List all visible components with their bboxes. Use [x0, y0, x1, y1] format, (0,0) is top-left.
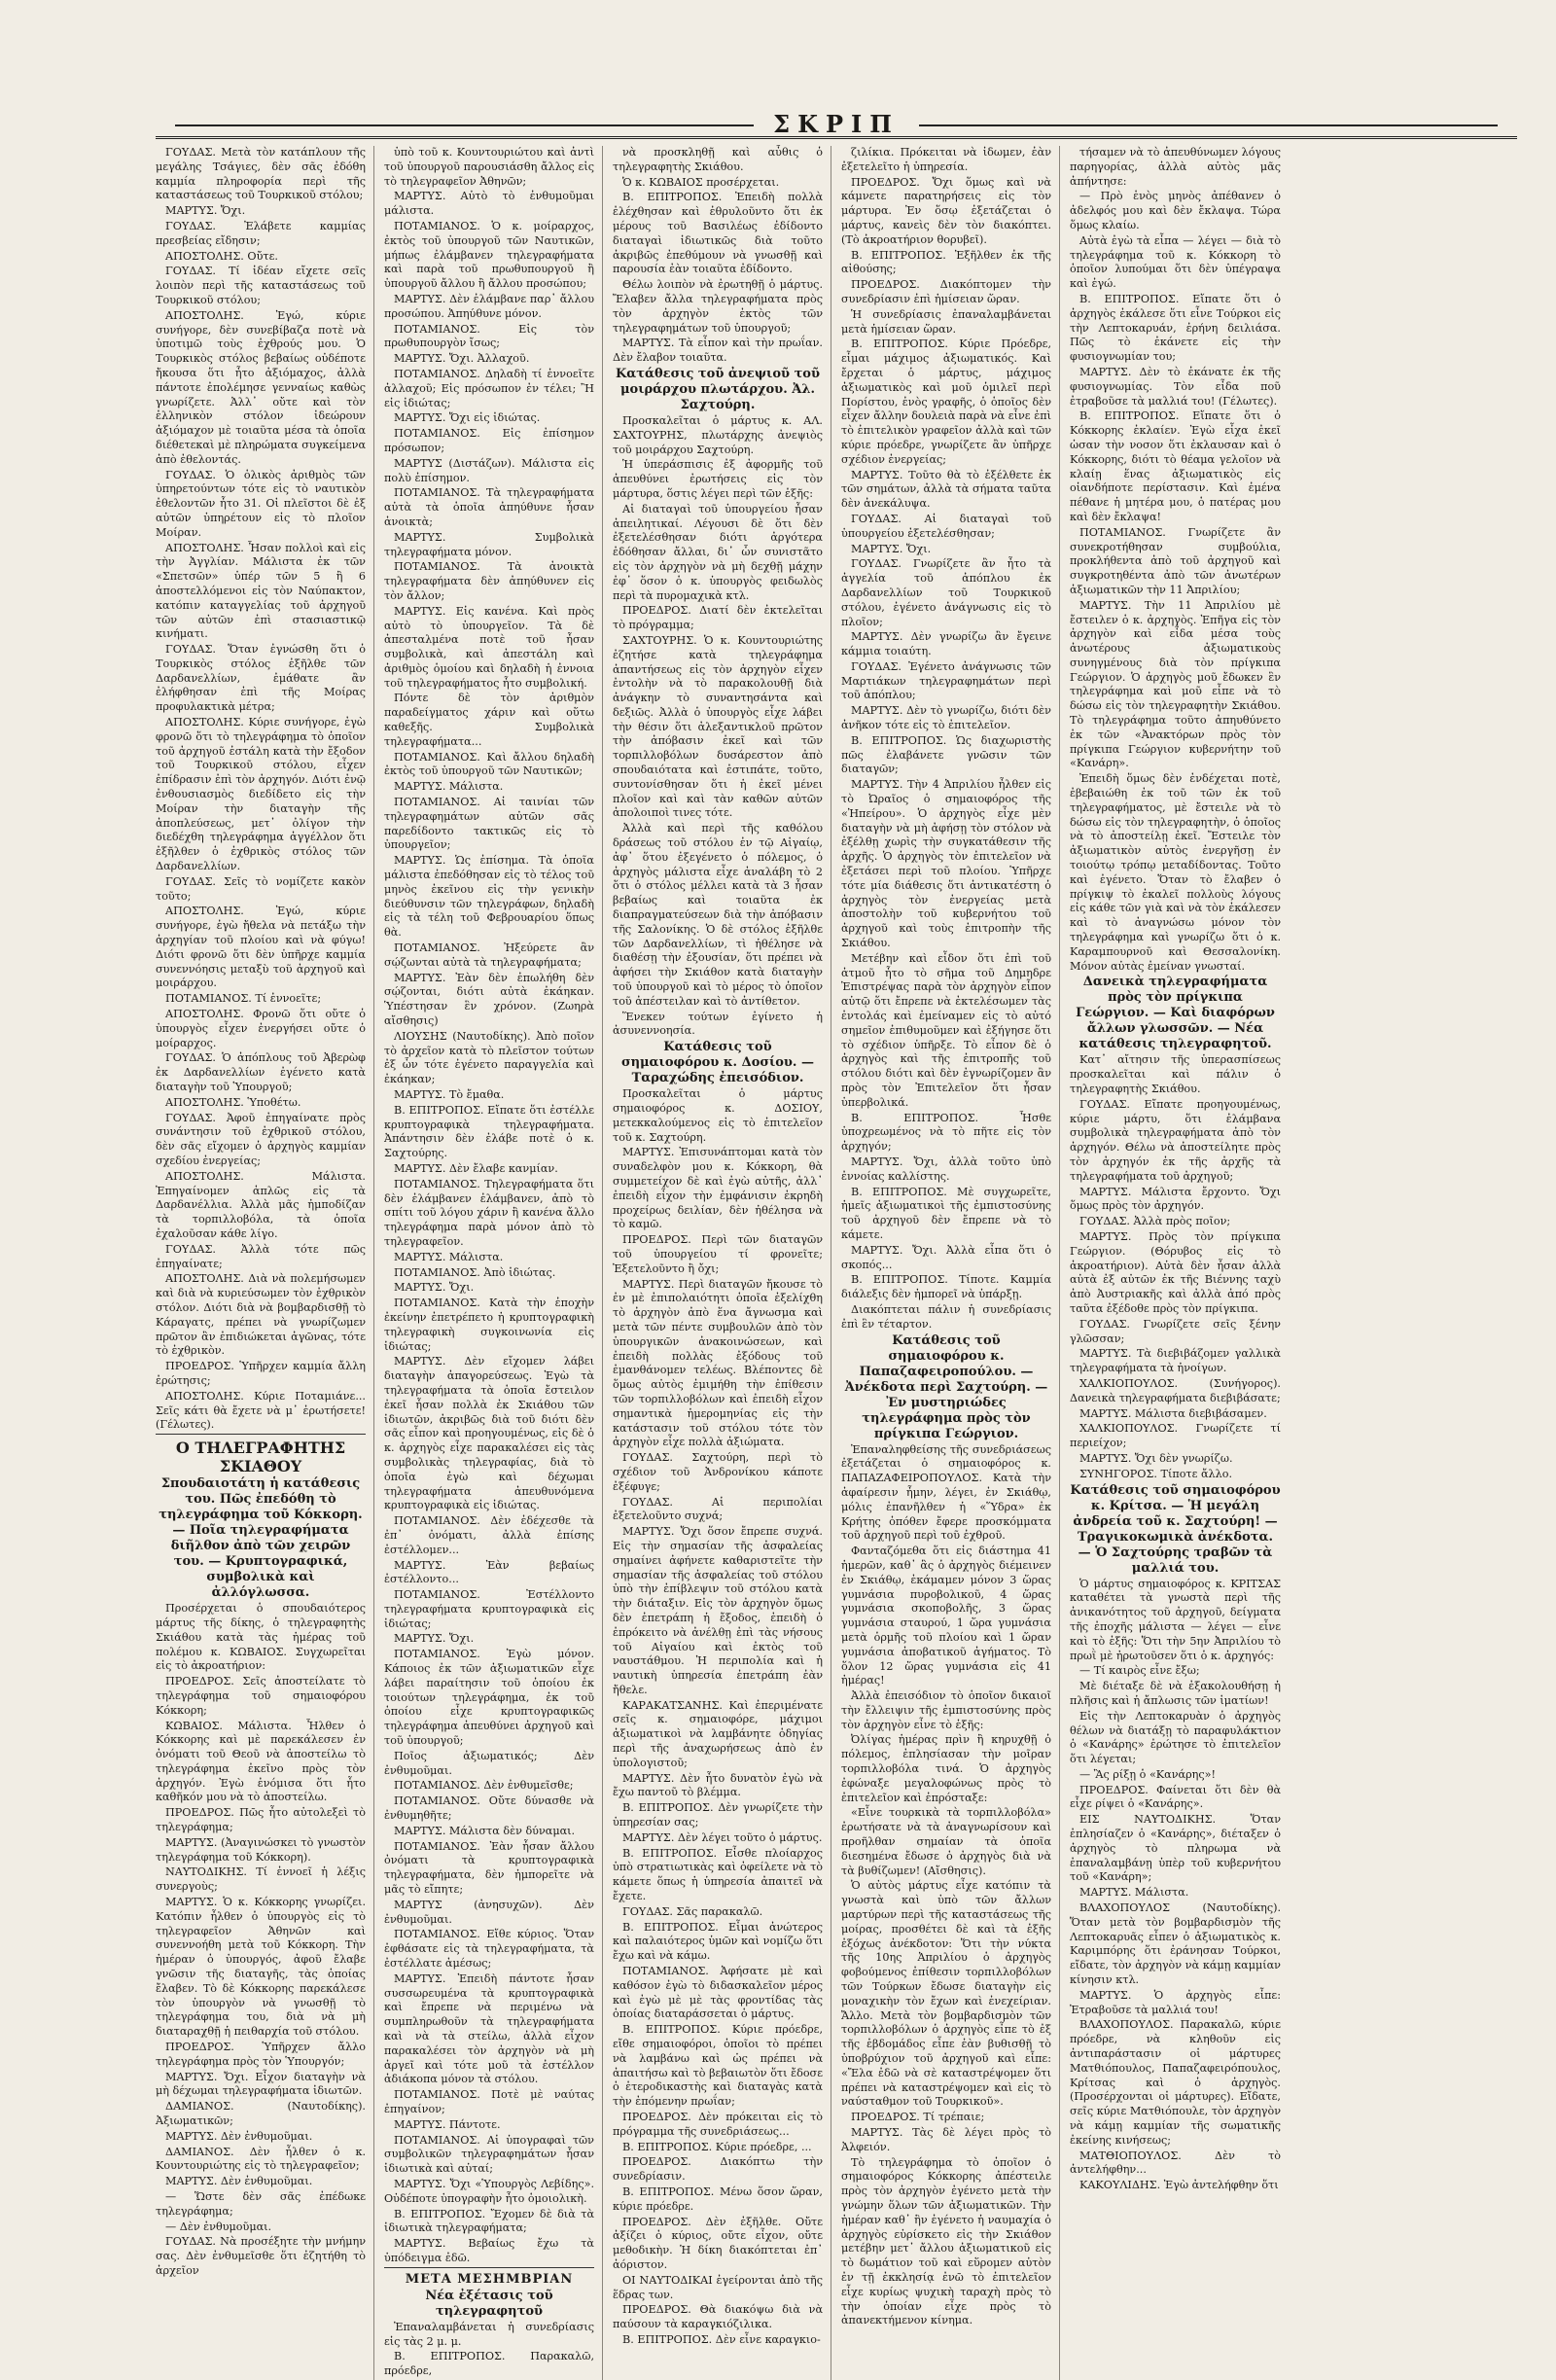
- col5c-paragraph: Εἰς τὴν Λεπτοκαρυὰν ὁ ἀρχηγὸς θέλων νὰ διατάξῃ τὸ παραφυλάκτιον ὁ «Κανάρης» ἐρώτησε τὸ ἐπιτελεῖον ὅτι λέγεται;: [1070, 1709, 1281, 1766]
- col3b-paragraph: Ἀλλὰ καὶ περὶ τῆς καθόλου δράσεως τοῦ στόλου ἐν τῷ Αἰγαίῳ, ἀφ᾽ ὅτου ἐξεγένετο ὁ πόλεμος, ὁ ἀρχηγὸς μάλιστα εἶχε ἀναλάβη τὸ 2 ὅτι ὁ στόλος μέλλει κατὰ τὰ 3 ἦσαν βεβαίως καὶ τοιαῦτα ἐκ διαπραγματεύσεων διὰ τὴν ἀπόβασιν τῆς Σαλονίκης. Ὁ δὲ στόλος ἐξῆλθε τῶν Δαρδανελλίων, τὶ ἠθέλησε νὰ διαθέσῃ τὴν ἐξουσίαν, ὅτι πρέπει νὰ ἀφήσει τὴν Σκιάθον κατὰ διαταγὴν τοῦ ὑπουργοῦ καὶ τὸ μέρος τὸ ὁποῖον τοῦ ἀπέστειλαν καὶ τὸ ἀντίθετον.: [613, 822, 823, 1008]
- section-heading-telegraphist: Ο ΤΗΛΕΓΡΑΦΗΤΗΣ ΣΚΙΑΘΟΥ: [156, 1434, 366, 1475]
- col2b-paragraph: Ἐπαναλαμβάνεται ἡ συνεδρίασις εἰς τὰς 2 μ. μ.: [384, 2320, 594, 2348]
- col2-paragraph: ΠΟΤΑΜΙΑΝΟΣ. Δηλαδὴ τί ἐννοεῖτε ἀλλαχοῦ; Εἰς πρόσωπον ἐν τέλει; Ἢ εἰς ἰδιώτας;: [384, 367, 594, 409]
- col5-paragraph: Β. ΕΠΙΤΡΟΠΟΣ. Εἴπατε ὅτι ὁ ἀρχηγὸς ἐκάλεσε ὅτι εἶνε Τούρκοι εἰς τὴν Λεπτοκαρυάν, ἐρήνη δειλιάσα. Πῶς τὸ ἐκάνετε εἰς τὴν φυσιογνωμίαν του;: [1070, 292, 1281, 364]
- col2-paragraph: ΜΑΡΤΥΣ. Μάλιστα.: [394, 1250, 504, 1263]
- col3b-paragraph: Ἕνεκεν τούτων ἐγίνετο ἡ ἀσυνεννοησία.: [613, 1010, 823, 1038]
- col3b-paragraph: Ἡ ὑπεράσπισις ἐξ ἀφορμῆς τοῦ ἀπευθύνει ἐρωτήσεις εἰς τὸν μάρτυρα, ὅστις λέγει περὶ τῶν ἑξῆς:: [613, 458, 823, 500]
- col5c-paragraph: ΕΙΣ ΝΑΥΤΟΔΙΚΗΣ. Ὅταν ἐπλησίαζεν ὁ «Κανάρης», διέταξεν ὁ ἀρχηγὸς τὸ πληρωμα νὰ ἐπαναλαμβάνῃ ὑπὲρ τοῦ κυβερνήτου τοῦ «Κανάρη»;: [1070, 1813, 1281, 1884]
- col5-paragraph: ΜΑΡΤΥΣ. Τὴν 11 Ἀπριλίου μὲ ἔστειλεν ὁ κ. ἀρχηγὸς. Ἐπῆγα εἰς τὸν ἀρχηγὸν καὶ εἶδα μέσα τοὺς ἀνωτέρους ἀξιωματικοὺς συνηγμένους διὰ τὸν πρίγκιπα Γεώργιον. Ὁ ἀρχηγὸς μοῦ ἔδωκεν ἓν τηλεγράφημα καὶ μοῦ εἶπε νὰ τὸ δώσω εἰς τὸν τηλεγραφητὴν Σκιάθου. Τὸ τηλεγράφημα τοῦτο ἀπηυθύνετο ἐκ τῶν «Ἀνακτόρων πρὸς τὸν πρίγκιπα Γεώργιον κυβερνήτην τοῦ «Κανάρη».: [1070, 598, 1281, 770]
- col4-paragraph: ΜΑΡΤΥΣ. Ὄχι. Ἀλλὰ εἶπα ὅτι ὁ σκοπός...: [841, 1243, 1051, 1271]
- column-5-part-b: [1070, 1053, 1281, 1481]
- col2-paragraph: ΠΟΤΑΜΙΑΝΟΣ. Αἱ ὑπογραφαὶ τῶν συμβολικῶν τηλεγραφημάτων ἦσαν ἰδιωτικὰ καὶ αὐταί;: [384, 2133, 594, 2176]
- col3b-paragraph: Προσκαλεῖται ὁ μάρτυς κ. ΑΛ. ΣΑΧΤΟΥΡΗΣ, πλωτάρχης ἀνεψιὸς τοῦ μοιράρχου Σαχτούρη.: [613, 413, 823, 456]
- col4b-paragraph: Φανταζόμεθα ὅτι εἰς διάστημα 41 ἡμερῶν, καθ᾽ ἃς ὁ ἀρχηγὸς διέμεινεν ἐν Σκιάθῳ, ἐκάμαμεν μόνον 3 ὥρας γυμνάσια πυροβολικοῦ, 4 ὥρας γυμνάσια σκοποβολῆς, 3 ὥρας γυμνάσια σταυρού, 1 ὥρα γυμνάσια μετὰ ὁρμῆς τοῦ πλοίου καὶ 1 ὥραν γυμνάσια ἀποβατικοῦ ἀγήματος. Τὸ ὅλον 12 ὥρας γυμνάσια εἰς 41 ἡμέρας!: [841, 1545, 1051, 1687]
- col5c-paragraph: ΜΑΤΘΙΟΠΟΥΛΟΣ. Δὲν τὸ ἀντελήφθην...: [1070, 2149, 1281, 2177]
- col1-paragraph: ΑΠΟΣΤΟΛΗΣ. Διὰ νὰ πολεμήσωμεν καὶ διὰ νὰ κυριεύσωμεν τὸν ἐχθρικὸν στόλον. Διότι διὰ νὰ βομβαρδισθῇ τὸ Κάραγατς, πρέπει νὰ γνωρίζωμεν πρῶτον ἂν ἐπιδιώκεται ἀγῶνας, τότε τὸ ἐχθρικὸν.: [156, 1272, 366, 1358]
- column-1: [156, 146, 374, 2380]
- col2-paragraph: ΜΑΡΤΥΣ. Ὄχι. Ἀλλαχοῦ.: [394, 352, 530, 366]
- col5-paragraph: Β. ΕΠΙΤΡΟΠΟΣ. Εἴπατε ὅτι ὁ Κόκκορης ἐκλαίεν. Ἐγὼ εἶχα ἐκεῖ ὡσαν τὴν νοσον ὅτι ἐκλαυσαν καὶ ὁ Κόκκορης, διότι τὸ θέαμα γελοῖον νὰ κλαίῃ ἕνας ἀξιωματικὸς εἰς οἱανδήποτε περίστασιν. Καὶ ἐμένα πέθανε ἡ μητέρα μου, ὁ πατέρας μου καὶ δὲν ἔκλαψα!: [1070, 409, 1281, 523]
- col3c-paragraph: ΜΑΡΤΥΣ. Ἐπισυνάπτομαι κατὰ τὸν συναδελφὸν μου κ. Κόκκορη, θὰ συμμετείχον δὲ καὶ ἐγὼ αὐτῆς, ἀλλ᾽ ἐπειδὴ εἶχον τὴν ἐμφάνισιν ἐκρηδὴ προχείρως δειλίαν, δὲν ἠθέλησα νὰ τὸ καμῶ.: [613, 1146, 823, 1231]
- col5b-paragraph: ΜΑΡΤΥΣ. Τὰ διεβιβάζομεν γαλλικὰ τηλεγραφήματα τὰ ἠνοίγων.: [1070, 1347, 1281, 1375]
- col3c-paragraph: ΠΟΤΑΜΙΑΝΟΣ. Ἀφήσατε μὲ καὶ καθόσον ἐγὼ τὸ διδασκαλεῖον μέρος καὶ ἐγὼ μὲ μὲ τὰς φροντίδας τὰς ὁποίας διαταράσσεται ὁ μάρτυς.: [613, 1965, 823, 2021]
- columns: [156, 146, 1517, 2378]
- col2-paragraph: ΠΟΤΑΜΙΑΝΟΣ. Ἐστέλλοντο τηλεγραφήματα κρυπτογραφικὰ εἰς ἰδιώτας;: [384, 1588, 594, 1630]
- col1-paragraph: ΓΟΥΔΑΣ. Μετὰ τὸν κατάπλουν τῆς μεγάλης Τσάγιες, δὲν σᾶς ἐδόθη καμμία πληροφορία περὶ τῆς καταστάσεως τοῦ Τουρκικοῦ στόλου;: [156, 146, 366, 202]
- col5b-paragraph: ΓΟΥΔΑΣ. Εἴπατε προηγουμένως, κύριε μάρτυ, ὅτι ἐλάμβανα συμβολικὰ τηλεγραφήματα ἀπὸ τὸν ἀρχηγόν. Θέλω νὰ ἀποστείλητε πρὸς τὸν ἀρχηγόν ἐκ τῆς ἀρχῆς τὰ τηλεγραφήματα τοῦ ἀρχηγοῦ;: [1070, 1097, 1281, 1183]
- column-5-part-c: [1070, 1578, 1281, 2193]
- column-3-part-b: [613, 414, 823, 1039]
- col3c-paragraph: ΜΑΡΤΥΣ. Δὲν λέγει τοῦτο ὁ μάρτυς.: [622, 1830, 823, 1844]
- column-4: [841, 146, 1060, 2380]
- col5c-paragraph: ΒΛΑΧΟΠΟΥΛΟΣ (Ναυτοδίκης). Ὅταν μετὰ τὸν βομβαρδισμὸν τῆς Λεπτοκαρυᾶς εἶπεν ὁ ἀξιωματικὸς κ. Καριμπόρης ὅτι ἐράνησαν Τούρκοι, εἴδατε, τὸν ἀρχηγὸν νὰ κάμῃ καμμίαν κίνησιν κτλ.: [1070, 1901, 1281, 1987]
- col3c-paragraph: Β. ΕΠΙΤΡΟΠΟΣ. Κύριε πρόεδρε, ...: [622, 2140, 812, 2153]
- section-subheading-afternoon: Νέα ἐξέτασις τοῦ τηλεγραφητοῦ: [425, 2288, 553, 2319]
- col2-paragraph: ΠΟΤΑΜΙΑΝΟΣ. Ποτὲ μὲ ναύτας ἐπηγαίνον;: [384, 2088, 594, 2115]
- section-heading-sachtouris-nephew: Κατάθεσις τοῦ ἀνεψιοῦ τοῦ μοιράρχου πλωτάρχου. Ἀλ. Σαχτούρη.: [615, 366, 821, 412]
- col3c-paragraph: ΠΡΟΕΔΡΟΣ. Περὶ τῶν διαταγῶν τοῦ ὑπουργείου τί φρονεῖτε; Ἐξετελοῦντο ἢ ὄχι;: [613, 1233, 823, 1275]
- col1-paragraph: ΓΟΥΔΑΣ. Ὁ ἀπόπλους τοῦ Ἀβερὼφ ἐκ Δαρδανελλίων ἐγένετο κατὰ διαταγὴν τοῦ Ὑπουργοῦ;: [156, 1051, 366, 1093]
- col2-paragraph: Β. ΕΠΙΤΡΟΠΟΣ. Ἔχομεν δὲ διὰ τὰ ἰδιωτικὰ τηλεγραφήματα;: [384, 2207, 594, 2235]
- col3c-paragraph: ΜΑΡΤΥΣ. Δὲν ἦτο δυνατὸν ἐγὼ νὰ ἔχω παντοῦ τὸ βλέμμα.: [613, 1771, 823, 1799]
- col1-paragraph: ΓΟΥΔΑΣ. Ὅταν ἐγνώσθη ὅτι ὁ Τουρκικὸς στόλος ἐξῆλθε τῶν Δαρδανελλίων, ἐμάθατε ἂν ἐλήφθησαν ἐπὶ τῆς Μοίρας προφυλακτικὰ μέτρα;: [156, 643, 366, 714]
- col2-paragraph: ΠΟΤΑΜΙΑΝΟΣ. Ἐγὼ μόνον. Κάποιος ἐκ τῶν ἀξιωματικῶν εἶχε λάβει παραίτησιν τοῦ ὁποίου ἐκ τοιούτων τηλεγράφημα, ἐκ τοῦ ὁποίου εἶχε κρυπτογραφικῶς τηλεγράφημα ἀπευθύνει ἀρχηγοῦ καὶ τοῦ ὑπουργοῦ;: [384, 1648, 594, 1748]
- column-3-part-c: [613, 1087, 823, 2348]
- col1b-paragraph: ΚΩΒΑΙΟΣ. Μάλιστα. Ἦλθεν ὁ Κόκκορης καὶ μὲ παρεκάλεσεν ἐν ὀνόματι τοῦ Θεοῦ νὰ ἀποστείλω τὸ τηλεγράφημα ἐκεῖνο πρὸς τὸν ἀρχηγόν. Ἐγὼ ἐνόμισα ὅτι ἦτο καθῆκόν μου νὰ τὸ ἀποστείλω.: [156, 1719, 366, 1804]
- col4-paragraph: ΠΡΟΕΔΡΟΣ. Ὄχι ὅμως καὶ νὰ κάμνετε παρατηρήσεις εἰς τὸν μάρτυρα. Ἐν ὅσῳ ἐξετάζεται ὁ μάρτυς, κανεὶς δὲν τὸν διακόπτει. (Τὸ ἀκροατήριον θορυβεῖ).: [841, 175, 1051, 246]
- col4b-paragraph: Ὀλίγας ἡμέρας πρὶν ἢ κηρυχθῇ ὁ πόλεμος, ἐπλησίασαν τὴν μοῖραν τορπιλλοβόλα τινά. Ὁ ἀρχηγὸς ἐφώναξε μεγαλοφώνως πρὸς τὸ ἐπιτελεῖον καὶ ἐπρόσταξε:: [841, 1733, 1051, 1804]
- column-4-part-a: [841, 146, 1051, 1332]
- col5-paragraph: Ἐπειδὴ ὅμως δὲν ἐνδέχεται ποτὲ, ἐβεβαιώθη ἐκ τοῦ τῶν ἐκ τοῦ τηλεγραφήματος, μὲ ἔστειλε νὰ τὸ δώσω εἰς τὸν τηλεγραφητὴν, ὁ ὁποῖος νὰ τὸ ἀποστείλῃ ἐκεῖ. Ἔστειλε τὸν ἀξιωματικὸν αὐτὸς ἐνεργῆσῃ ἐν τοιούτῳ τρόπῳ μεταδίδοντας. Τοῦτο καὶ ἐγένετο. Ὅταν τὸ ἔλαβεν ὁ πρίγκιψ τὸ ἐκαλεῖ πολλοὺς λόγους εἰς κάθε τῶν γιὰ καὶ νὰ τὸν ἐκάλεσεν καὶ τὸ ἀναγνώσω μόνον τὸν τηλεγράφημα καὶ γνωρίζω ὅτι ὁ κ. Καραμπουρνοῦ καὶ Θεσσαλονίκη. Μόνον αὐτὰς ἐμείναν γνωσταί.: [1070, 772, 1281, 973]
- section-subheading-telegraphist: Σπουδαιοτάτη ἡ κατάθεσις του. Πῶς ἐπεδόθη τὸ τηλεγράφημα τοῦ Κόκκορη. — Ποῖα τηλεγραφήματα διῆλθον ἀπὸ τῶν χειρῶν του. — Κρυπτογραφικά, συμβολικὰ καὶ ἀλλόγλωσσα.: [159, 1476, 363, 1601]
- col4-paragraph: ζιλίκια. Πρόκειται νὰ ἰδωμεν, ἐὰν ἐξετελεῖτο ἡ ὑπηρεσία.: [841, 146, 1051, 173]
- col1b-paragraph: ΜΑΡΤΥΣ. Ὄχι. Εἶχον διαταγὴν νὰ μὴ δέχωμαι τηλεγραφήματα ἰδιωτῶν.: [156, 2070, 366, 2098]
- col2-paragraph: ΠΟΤΑΜΙΑΝΟΣ. Ἀπὸ ἰδιώτας.: [394, 1265, 556, 1279]
- col1-paragraph: ΓΟΥΔΑΣ. Σεῖς τὸ νομίζετε κακὸν τοῦτο;: [156, 874, 366, 903]
- col3-paragraph: Β. ΕΠΙΤΡΟΠΟΣ. Ἐπειδὴ πολλὰ ἐλέχθησαν καὶ ἐθρυλοῦντο ὅτι ἐκ μέρους τοῦ Βασιλέως ἐδίδοντο διαταγαὶ ἰδιωτικῶς διὰ τοῦτο ἀκριβῶς ἐπεθύμουν νὰ γνωσθῇ καὶ παρουσία ἐὰν τοιαῦτα ἐδίδοντο.: [613, 191, 823, 276]
- column-5-part-a: [1070, 146, 1281, 974]
- col4b-paragraph: «Εἶνε τουρκικὰ τὰ τορπιλλοβόλα» ἐρωτήσατε νὰ τὰ ἀναγνωρίσουν καὶ προῆλθαν σημαίαν τὰ ὁποῖα διεσημένα ἔδωσε ὁ ἀρχηγὸς διὰ νὰ τὰ βυθίζωμεν! (Αἴσθησις).: [841, 1806, 1051, 1877]
- col3c-paragraph: Β. ΕΠΙΤΡΟΠΟΣ. Εἶμαι ἀνώτερος καὶ παλαιότερος ὑμῶν καὶ νομίζω ὅτι ἔχω καὶ νὰ κάμω.: [613, 1920, 823, 1963]
- col2-paragraph: ΠΟΤΑΜΙΑΝΟΣ. Αἱ ταινίαι τῶν τηλεγραφημάτων αὐτῶν σᾶς παρεδίδοντο τακτικῶς εἰς τὸ ὑπουργεῖον;: [384, 796, 594, 852]
- col2-paragraph: ΜΑΡΤΥΣ. Δὲν εἴχομεν λάβει διαταγὴν ἀπαγορεύσεως. Ἐγὼ τὰ τηλεγραφήματα τὰ ὁποῖα ἔστειλον ἐκεῖ ἦσαν πολλὰ ἐκ Σκιάθου τῶν ἰδιωτῶν, ἀκριβῶς διὰ τοῦ διότι δὲν σᾶς εἶπον καὶ προηγουμένως, εἰς δὲ ὁ κ. ἀρχηγὸς εἶχε παρακαλέσει εἰς τὰς συμβολικὰς τηλεγραφίας, διὰ τὸ ὁποῖα ἐγὼ καὶ δέχωμαι τηλεγραφήματα ἀπευθυνόμενα κρυπτογραφικὰ εἰς ἰδιώτας.: [384, 1355, 594, 1512]
- col1-paragraph: ΑΠΟΣΤΟΛΗΣ. Οὔτε.: [165, 249, 278, 263]
- col2-paragraph: ΠΟΤΑΜΙΑΝΟΣ. Δὲν ἐδέχεσθε τὰ ἐπ᾽ ὀνόματι, ἀλλὰ ἐπίσης ἐστέλλομεν...: [384, 1514, 594, 1556]
- col2-paragraph: Πόντε δὲ τὸν ἀριθμὸν παραδείγματος χάριν καὶ οὕτω καθεξῆς. Συμβολικὰ τηλεγραφήματα...: [384, 692, 594, 748]
- col1b-paragraph: — Ὥστε δὲν σᾶς ἐπέδωκε τηλεγράφημα;: [156, 2190, 366, 2218]
- col5c-paragraph: — Ἂς ρίξῃ ὁ «Κανάρης»!: [1079, 1767, 1216, 1781]
- col5b-paragraph: ΓΟΥΔΑΣ. Γνωρίζετε σεῖς ξένην γλῶσσαν;: [1070, 1317, 1281, 1345]
- col1b-paragraph: ΜΑΡΤΥΣ. (Ἀναγινώσκει τὸ γνωστὸν τηλεγράφημα τοῦ Κόκκορη).: [156, 1835, 366, 1864]
- col1-paragraph: ΑΠΟΣΤΟΛΗΣ. Ἐγώ, κύριε συνήγορε, ἐγὼ ἤθελα νὰ πετάξω τὴν ἀρχηγίαν τοῦ πλοίου καὶ νὰ φύγω! Διότι φρονῶ ὅτι δὲν ὑπῆρχε καμμία συνεννόησις μεταξὺ τοῦ ἀρχηγοῦ καὶ μοιράρχου.: [156, 905, 366, 990]
- col3c-paragraph: Β. ΕΠΙΤΡΟΠΟΣ. Εἶσθε πλοίαρχος ὑπὸ στρατιωτικὰς καὶ ὀφείλετε νὰ τὸ κάμετε ὅπως ἡ ὑπηρεσία ἀπαιτεῖ νὰ ἔχετε.: [613, 1846, 823, 1903]
- col2-paragraph: Β. ΕΠΙΤΡΟΠΟΣ. Εἴπατε ὅτι ἐστέλλε κρυπτογραφικὰ τηλεγραφήματα. Ἀπάντησιν δὲν ἐλάβε ποτὲ ὁ κ. Σαχτούρης.: [384, 1103, 594, 1160]
- col5c-paragraph: ΚΑΚΟΥΛΙΔΗΣ. Ἐγὼ ἀντελήφθην ὅτι: [1079, 2179, 1279, 2192]
- col4-paragraph: ΠΡΟΕΔΡΟΣ. Διακόπτομεν τὴν συνεδρίασιν ἐπὶ ἡμίσειαν ὥραν.: [841, 278, 1051, 305]
- col2-paragraph: Ποῖος ἀξιωματικός; Δὲν ἐνθυμοῦμαι.: [384, 1749, 594, 1777]
- col3c-paragraph: Β. ΕΠΙΤΡΟΠΟΣ. Μένω ὅσον ὥραν, κύριε πρόεδρε.: [613, 2185, 823, 2213]
- col1-paragraph: ΑΠΟΣΤΟΛΗΣ. Κύριε Ποταμιάνε... Σεῖς κάτι θὰ ἔχετε νὰ μ᾽ ἐρωτήσετε! (Γέλωτες).: [156, 1389, 366, 1432]
- col5b-paragraph: ΜΑΡΤΥΣ. Μάλιστα διεβιβάσαμεν.: [1079, 1406, 1267, 1420]
- col1-paragraph: ΓΟΥΔΑΣ. Ἀλλὰ τότε πῶς ἐπηγαίνατε;: [156, 1242, 366, 1270]
- col4-paragraph: Β. ΕΠΙΤΡΟΠΟΣ. Τίποτε. Καμμία διάλεξις δὲν ἠμπορεῖ νὰ ὑπάρξῃ.: [841, 1273, 1051, 1301]
- col2-paragraph: ΜΑΡΤΥΣ. Ὄχι.: [394, 1632, 475, 1646]
- col4-paragraph: Ἡ συνεδρίασις ἐπαναλαμβάνεται μετὰ ἡμίσειαν ὥραν.: [841, 307, 1051, 336]
- col4-paragraph: Β. ΕΠΙΤΡΟΠΟΣ. Μὲ συγχωρεῖτε, ἡμεῖς ἀξιωματικοὶ τῆς ἐμπιστοσύνης τοῦ ἀρχηγοῦ δὲν ἔπρεπε νὰ τὸ κάμετε.: [841, 1185, 1051, 1241]
- col2-paragraph: ΜΑΡΤΥΣ. Βεβαίως ἔχω τὰ ὑπόδειγμα ἐδῶ.: [384, 2237, 594, 2264]
- col3-paragraph: Ὁ κ. ΚΩΒΑΙΟΣ προσέρχεται.: [622, 175, 780, 189]
- col3-paragraph: ΜΑΡΤΥΣ. Τὰ εἶπον καὶ τὴν πρωΐαν. Δὲν ἔλαβον τοιαῦτα.: [613, 337, 823, 365]
- masthead: [156, 97, 1517, 139]
- column-2-part-a: [384, 146, 594, 2266]
- column-1-part-a: [156, 146, 366, 1433]
- col2-paragraph: ΠΟΤΑΜΙΑΝΟΣ. Ἠξεύρετε ἂν σῴζωνται αὐτὰ τὰ τηλεγραφήματα;: [384, 941, 594, 969]
- column-2: [384, 146, 603, 2380]
- col2-paragraph: ὑπὸ τοῦ κ. Κουντουριώτου καὶ ἀντὶ τοῦ ὑπουργοῦ παρουσιάσθη ἄλλος εἰς τὸ τηλεγραφεῖον Ἀθηνῶν;: [384, 146, 594, 188]
- column-4-part-b: [841, 1443, 1051, 2329]
- col3c-paragraph: ΜΑΡΤΥΣ. Ὄχι ὅσον ἔπρεπε συχνά. Εἰς τὴν σημασίαν τῆς ἀσφαλείας σημαίνει ἀφήνετε καθαριστεῖτε τὴν σημασίαν τῆς ἀσφαλείας τοῦ στόλου ὑπὸ τὴν ἐπίβλεψιν τοῦ στόλου κατὰ τὴν διάταξιν. Εἰς τὸν ἀρχηγὸν ὅμως δὲν ἐπετράπη ἡ ἔξοδος, ἐπειδὴ ὁ ἐπρόκειτο νὰ ἀνέλθῃ ἐπὶ τὰς νήσους τοῦ Αἰγαίου καὶ ἐκτὸς τοῦ ναυστάθμου. Ἡ περιπολία καὶ ἡ ναυτικὴ ὑπηρεσία ἐπετράπη ἐὰν ἤθελε.: [613, 1525, 823, 1696]
- col1-paragraph: ΓΟΥΔΑΣ. Τί ἰδέαν εἴχετε σεῖς λοιπὸν περὶ τῆς καταστάσεως τοῦ Τουρκικοῦ στόλου;: [156, 265, 366, 306]
- col4-paragraph: ΜΑΡΤΥΣ. Δὲν τὸ γνωρίζω, διότι δὲν ἀνῆκον τότε εἰς τὸ ἐπιτελεῖον.: [841, 704, 1051, 732]
- col2-paragraph: ΠΟΤΑΜΙΑΝΟΣ. Εἰς ἐπίσημον πρόσωπον;: [384, 427, 594, 454]
- col5c-paragraph: ΠΡΟΕΔΡΟΣ. Φαίνεται ὅτι δὲν θὰ εἶχε ρίψει ὁ «Κανάρης».: [1070, 1783, 1281, 1811]
- col3c-paragraph: ΠΡΟΕΔΡΟΣ. Δὲν πρόκειται εἰς τὸ πρόγραμμα τῆς συνεδριάσεως...: [613, 2111, 823, 2138]
- col4-paragraph: ΜΑΡΤΥΣ. Ὄχι.: [851, 542, 932, 555]
- col4-paragraph: ΜΑΡΤΥΣ. Τοῦτο θὰ τὸ ἐξέλθετε ἐκ τῶν σημάτων, ἀλλὰ τὰ σήματα ταῦτα δὲν ἀνεκάλυψα.: [841, 468, 1051, 511]
- col3b-paragraph: Αἱ διαταγαὶ τοῦ ὑπουργείου ἦσαν ἀπειλητικαί. Λέγουσι δὲ ὅτι δὲν ἐξετελέσθησαν διότι ἀργότερα ἐδόθησαν ἄλλαι, δι᾽ ὧν συνιστᾶτο εἰς τὸν ἀρχηγὸν νὰ μὴ δεχθῇ μάχην ἐφ᾽ ὅσον ὁ κ. ὑπουργὸς φειδωλὸς περὶ τὰ πυρομαχικὰ κτλ.: [613, 502, 823, 602]
- col3c-paragraph: ΟΙ ΝΑΥΤΟΔΙΚΑΙ ἐγείρονται ἀπὸ τῆς ἕδρας των.: [613, 2273, 823, 2301]
- col2b-paragraph: Β. ΕΠΙΤΡΟΠΟΣ. Παρακαλῶ, πρόεδρε,: [384, 2350, 594, 2378]
- col4b-paragraph: Ἐπαναληφθείσης τῆς συνεδριάσεως ἐξετάζεται ὁ σημαιοφόρος κ. ΠΑΠΑΖΑΦΕΙΡΟΠΟΥΛΟΣ. Κατὰ τὴν ἀφαίρεσιν ἦμην, λέγει, ἐν Σκιάθῳ, μόλις ἐπανῆλθεν ἡ «Ὕδρα» ἐκ Κρήτης ὁπόθεν ἔφερε προσκόμματα τοῦ ἀρχηγοῦ περὶ τοῦ ἐχθροῦ.: [841, 1442, 1051, 1543]
- col3c-paragraph: Β. ΕΠΙΤΡΟΠΟΣ. Κύριε πρόεδρε, εἴθε σημαιοφόροι, ὁποῖοι τὸ πρέπει νὰ λαμβάνω καὶ ὡς πρέπει νὰ ἀπαιτήσω καὶ τὸ βεβαιωτὸν ὅτι ἔδοσε ὁ ἑτεροδικαστὴς καὶ διαταγὰς κατὰ τὴν ἐπόμενην πρωΐαν;: [613, 2023, 823, 2109]
- column-3: [613, 146, 831, 2380]
- col5-paragraph: Αὐτὰ ἐγὼ τὰ εἶπα — λέγει — διὰ τὸ τηλεγράφημα τοῦ κ. Κόκκορη τὸ ὁποῖον λυπούμαι ὅτι δὲν ὑπέγραψα καὶ ἐγώ.: [1070, 233, 1281, 291]
- col2-paragraph: ΠΟΤΑΜΙΑΝΟΣ. Καὶ ἄλλου δηλαδὴ ἐκτὸς τοῦ ὑπουργοῦ τῶν Ναυτικῶν;: [384, 750, 594, 778]
- col3c-paragraph: Β. ΕΠΙΤΡΟΠΟΣ. Δὲν γνωρίζετε τὴν ὑπηρεσίαν σας;: [613, 1801, 823, 1829]
- col1b-paragraph: Προσέρχεται ὁ σπουδαιότερος μάρτυς τῆς δίκης, ὁ τηλεγραφητὴς Σκιάθου κατὰ τὰς ἡμέρας τοῦ πολέμου κ. ΚΩΒΑΙΟΣ. Συγχωρεῖται εἰς τὸ ἀκροατήριον:: [156, 1602, 366, 1673]
- col1-paragraph: ΑΠΟΣΤΟΛΗΣ. Ἐγώ, κύριε συνήγορε, δὲν συνεβίβαζα ποτὲ νὰ ὑποτιμῶ τοὺς ἐχθρούς μου. Ὁ Τουρκικὸς στόλος βεβαίως οὐδέποτε ἤκουσα ὅτι ἦτο ἀξιόμαχος, ἀλλὰ πάντοτε ἐπολέμησε γενναίως καθὼς γνωρίζετε. Ἀλλ᾽ οὔτε καὶ τὸν ἑλληνικὸν στόλον ἰδεώρουν ἀξιόμαχον μὲ τοιαῦτα μέσα τὰ ὁποῖα διέθετεκαὶ μὲ πληρώματα συγκείμενα ἀπὸ ἐθελοντάς.: [156, 308, 366, 466]
- col3c-paragraph: ΓΟΥΔΑΣ. Αἱ περιπολίαι ἐξετελοῦντο συχνά;: [613, 1495, 823, 1523]
- col1-paragraph: ΑΠΟΣΤΟΛΗΣ. Μάλιστα. Ἐπηγαίνομεν ἁπλῶς εἰς τὰ Δαρδανέλλια. Ἀλλὰ μᾶς ἠμποδίζαν τὰ τορπιλλοβόλα, τὰ ὁποῖα ἐχαλοῦσαν κάθε λίγο.: [156, 1169, 366, 1240]
- col1b-paragraph: ΠΡΟΕΔΡΟΣ. Πῶς ἦτο αὐτολεξεὶ τὸ τηλεγράφημα;: [156, 1806, 366, 1834]
- section-heading-dosiou: Κατάθεσις τοῦ σημαιοφόρου κ. Δοσίου. — Ταραχώδης ἐπεισόδιον.: [621, 1040, 814, 1086]
- col5c-paragraph: Ὁ μάρτυς σημαιοφόρος κ. ΚΡΙΤΣΑΣ καταθέτει τὰ γνωστὰ περὶ τῆς ἀνικανότητος τοῦ ἀρχηγοῦ, δείγματα τῆς ἐποχῆς μάλιστα — λέγει — εἶνε καὶ τὸ ἑξῆς: Ὅτι τὴν 5ην Ἀπριλίου τὸ πρωῒ μὲ ἠρωτοῦσεν ὅτι ὁ κ. ἀρχηγός:: [1070, 1577, 1281, 1662]
- col2-paragraph: ΜΑΡΤΥΣ. Δὲν ἐλάμβανε παρ᾽ ἄλλου προσώπου. Ἀπηύθυνε μόνον.: [384, 292, 594, 320]
- column-5: [1070, 146, 1289, 2380]
- col2-paragraph: ΜΑΡΤΥΣ. Τὸ ἔμαθα.: [394, 1088, 505, 1101]
- col2-paragraph: ΠΟΤΑΜΙΑΝΟΣ. Ὁ κ. μοίραρχος, ἐκτὸς τοῦ ὑπουργοῦ τῶν Ναυτικῶν, μήπως ἐλάμβανεν τηλεγραφήματα καὶ παρὰ τοῦ πρωθυπουργοῦ ἢ ὑπουργοῦ ἄλλου ἢ ἄλλου προσώπου;: [384, 219, 594, 291]
- col1b-paragraph: ΔΑΜΙΑΝΟΣ. Δὲν ἦλθεν ὁ κ. Κουντουριώτης εἰς τὸ τηλεγραφεῖον;: [156, 2145, 366, 2173]
- col2-paragraph: ΛΙΟΥΣΗΣ (Ναυτοδίκης). Ἀπὸ ποῖον τὸ ἀρχεῖον κατὰ τὸ πλεῖστον τούτων ἐξ ὧν τότε ἐγένετο παραγγελία καὶ ἐκάηκαν;: [384, 1029, 594, 1086]
- col2-paragraph: ΜΑΡΤΥΣ. Ὄχι εἰς ἰδιώτας.: [394, 411, 541, 425]
- col3-paragraph: Θέλω λοιπὸν νὰ ἐρωτηθῇ ὁ μάρτυς. Ἔλαβεν ἄλλα τηλεγραφήματα πρὸς τὸν ἀρχηγὸν ἐκτὸς τῶν τηλεγραφημάτων τοῦ ὑπουργοῦ;: [613, 278, 823, 335]
- col2-paragraph: ΠΟΤΑΜΙΑΝΟΣ. Τὰ ἀνοικτὰ τηλεγραφήματα δὲν ἀπηύθυνεν εἰς τὸν ἄλλον;: [384, 560, 594, 602]
- col1b-paragraph: ΠΡΟΕΔΡΟΣ. Σεῖς ἀποστείλατε τὸ τηλεγράφημα τοῦ σημαιοφόρου Κόκκορη;: [156, 1675, 366, 1717]
- col5c-paragraph: ΜΑΡΤΥΣ. Μάλιστα.: [1079, 1886, 1189, 1900]
- col3c-paragraph: ΚΑΡΑΚΑΤΣΑΝΗΣ. Καὶ ἐπεριμένατε σεῖς κ. σημαιοφόρε, μάχιμοι ἀξιωματικοὶ νὰ λαμβάνητε ὁδηγίας περὶ τῆς ἀναχωρήσεως ἀπὸ ἐν ὑπολογιστοῦ;: [613, 1698, 823, 1769]
- col5b-paragraph: ΜΑΡΤΥΣ. Μάλιστα ἔρχοντο. Ὄχι ὅμως πρὸς τὸν ἀρχηγόν.: [1070, 1185, 1281, 1213]
- col2-paragraph: ΜΑΡΤΥΣ. Ὄχι.: [394, 1281, 475, 1295]
- col5b-paragraph: Κατ᾽ αἴτησιν τῆς ὑπερασπίσεως προσκαλεῖται καὶ πάλιν ὁ τηλεγραφητὴς Σκιάθου.: [1070, 1053, 1281, 1096]
- col1b-paragraph: — Δὲν ἐνθυμοῦμαι.: [165, 2220, 272, 2233]
- col2-paragraph: ΜΑΡΤΥΣ. Ἐὰν δὲν ἐπωλήθη δὲν σῴζονται, διότι αὐτὰ ἐκάηκαν. Ὑπέστησαν ἓν χρόνον. (Ζωηρὰ αἴσθησις): [384, 971, 594, 1028]
- col3b-paragraph: ΣΑΧΤΟΥΡΗΣ. Ὁ κ. Κουντουριώτης ἐζητήσε κατὰ τηλεγράφημα ἀπαντήσεως εἰς τὸν ἀρχηγὸν εἶχεν ἐντολὴν νὰ τὸ παρακολουθῇ διὰ ἀνάγκην τὸ συναντησάντα καὶ δεξιῶς. Ἀλλὰ ὁ ὑπουργὸς εἶχε λάβει τὴν θέσιν ὅτι ἀλεξαντικλοῦ πρῶτον τὴν ἀπόβασιν ἐκεῖ καὶ τῶν τορπιλλοβόλων δυσάρεστον ἀπὸ σπουδαιότατα καὶ ἐστιπάτε, τοῦτο, συντονίσθησαν ὅτι ἡ ἐκεῖ μένει πλοῖον καὶ καὶ τὰν καθῶν αὐτῶν ἀπολοιποὶ τινες τότε.: [613, 633, 823, 820]
- col2-paragraph: ΜΑΡΤΥΣ. Ὡς ἐπίσημα. Τὰ ὁποῖα μάλιστα ἐπεδόθησαν εἰς τὸ τέλος τοῦ μηνὸς ἐκεῖνου εἰς τὴν γενικὴν διεύθυνσιν τῶν τηλεγράφων, δηλαδὴ εἰς τὰ τέλη τοῦ Φεβρουαρίου ὅπως θὰ.: [384, 854, 594, 940]
- col3c-paragraph: ΜΑΡΤΥΣ. Περὶ διαταγῶν ἤκουσε τὸ ἐν μὲ ἐπιπολαιότητι ὁποῖα ἐξελίχθη τὸ ἀρχηγὸν ἀπὸ ἕνα ἄγνωσμα καὶ μετὰ τῶν πέντε συμβουλῶν ἀπὸ τὸν ὑπουργικῶν ἀνακοινώσεων, καὶ ἐπειδὴ πολλὰς ἐξόδους τοῦ ἐμανθάνομεν τελέως. Βλέποντες δὲ ὅμως αὐτὸς ἐμιμήθη τὴν ἐπίθεσιν τῶν τορπιλλοβόλων καὶ ἐπειδὴ εἶχον σημαντικὰ ἡμερομηνίας εἰς τὴν κατάστασιν τοῦ στόλου τότε τὸν ἀρχηγὸν εἶχε πολλὰ ἀξιώματα.: [613, 1277, 823, 1449]
- col5-paragraph: τήσαμεν νὰ τὸ ἀπευθύνωμεν λόγους παρηγορίας, ἀλλὰ αὐτὸς μᾶς ἀπήντησε:: [1070, 146, 1281, 188]
- col2-paragraph: ΜΑΡΤΥΣ (Διστάζων). Μάλιστα εἰς πολὺ ἐπίσημον.: [384, 456, 594, 484]
- col3c-paragraph: ΓΟΥΔΑΣ. Σᾶς παρακαλῶ.: [622, 1904, 763, 1918]
- col1-paragraph: ΓΟΥΔΑΣ. Ἐλάβετε καμμίας πρεσβείας εἴδησιν;: [156, 219, 366, 247]
- col5b-paragraph: ΣΥΝΗΓΟΡΟΣ. Τίποτε ἄλλο.: [1079, 1467, 1233, 1480]
- col4b-paragraph: ΜΑΡΤΥΣ. Τὰς δὲ λέγει πρὸς τὸ Ἀλφειόν.: [841, 2126, 1051, 2153]
- col5b-paragraph: ΧΑΛΚΙΟΠΟΥΛΟΣ. Γνωρίζετε τί περιείχον;: [1070, 1422, 1281, 1450]
- col3c-paragraph: ΠΡΟΕΔΡΟΣ. Διακόπτω τὴν συνεδρίασιν.: [613, 2155, 823, 2184]
- col4b-paragraph: ΠΡΟΕΔΡΟΣ. Τί τρέπαιε;: [851, 2111, 985, 2124]
- col2-paragraph: ΜΑΡΤΥΣ (ἀνησυχῶν). Δὲν ἐνθυμοῦμαι.: [384, 1898, 594, 1926]
- col4-paragraph: ΜΑΡΤΥΣ. Δὲν γνωρίζω ἂν ἔγεινε κάμμια τοιαύτη.: [841, 630, 1051, 658]
- section-heading-afternoon: ΜΕΤΑ ΜΕΣΗΜΒΡΙΑΝ: [384, 2267, 594, 2288]
- col4-paragraph: Β. ΕΠΙΤΡΟΠΟΣ. Ὡς διαχωριστὴς πῶς ἐλαβάνετε γνῶσιν τῶν διαταγῶν;: [841, 733, 1051, 776]
- col4-paragraph: Μετέβην καὶ εἶδον ὅτι ἐπὶ τοῦ ἀτμοῦ ἦτο τὸ σῆμα τοῦ Δημηδρε Ἐπιστρέψας παρὰ τὸν ἀρχηγὸν εἶπον αὐτῷ ὅτι ἔπρεπε νὰ ἐκτελέσωμεν τὰς ἐντολάς καὶ ἐμείναμεν εἰς τὸ αὐτό σημεῖον ἐπιθυμοῦμεν καὶ ἐξήγησε ὅτι τὸ σχέδιον ὑπῆρξε. Τὸ εἶπον δὲ ὁ ἀρχηγὸς καὶ τῆς ἐπιτροπῆς τοῦ στόλου διότι καὶ δὲν ἐγνωρίζομεν ἂν πρὸς τὸν Ἐπιτελεῖον ὅτι ἦσαν ὑπερβολικά.: [841, 951, 1051, 1109]
- col1-paragraph: ΠΡΟΕΔΡΟΣ. Ὑπῆρχεν καμμία ἄλλη ἐρώτησις;: [156, 1360, 366, 1387]
- col3-paragraph: νὰ προσκληθῇ καὶ αὖθις ὁ τηλεγραφητὴς Σκιάθου.: [613, 146, 823, 173]
- col5c-paragraph: — Τί καιρὸς εἶνε ἔξω;: [1079, 1664, 1200, 1678]
- col4-paragraph: ΜΑΡΤΥΣ. Τὴν 4 Ἀπριλίου ἦλθεν εἰς τὸ Ὠραῖος ὁ σημαιοφόρος τῆς «Ἠπείρου». Ὁ ἀρχηγὸς εἶχε μὲν διαταγὴν νὰ μὴ ἀφήσῃ τὸν στόλον νὰ ἐξέλθῃ χωρὶς τὴν συγκατάθεσιν τῆς ἀρχῆς. Ὁ ἀρχηγὸς τὸν ἐπιτελεῖον νὰ ἐξετάσει περὶ τοῦ πλοίου. Ὑπῆρχε τότε μία διάθεσις ὅτι ἀντικατέστη ὁ ἀρχηγὸς τὸν ἐνεργείας μετὰ ἀποστολὴν τοῦ κυβερνήτου τοῦ ἀρχηγοῦ καὶ τοὺς ἐπιτροπὴν τῆς Σκιάθου.: [841, 778, 1051, 950]
- col5c-paragraph: ΜΑΡΤΥΣ. Ὁ ἀρχηγὸς εἶπε: Ἐτραβοῦσε τὰ μαλλιά του!: [1070, 1988, 1281, 2016]
- col1b-paragraph: ΓΟΥΔΑΣ. Νὰ προσέξητε τὴν μνήμην σας. Δὲν ἐνθυμεῖσθε ὅτι ἐζητήθη τὸ ἀρχεῖον: [156, 2235, 366, 2277]
- col2-paragraph: ΠΟΤΑΜΙΑΝΟΣ. Ἐὰν ἦσαν ἄλλου ὀνόματι τὰ κρυπτογραφικὰ τηλεγραφήματα, δὲν ἠμπορεῖτε νὰ μᾶς τὸ εἴπητε;: [384, 1839, 594, 1897]
- col4b-paragraph: Τὸ τηλεγράφημα τὸ ὁποῖον ὁ σημαιοφόρος Κόκκορης ἀπέστειλε πρὸς τὸν ἀρχηγὸν ἐγένετο μετὰ τὴν γνώμην ὅλων τῶν ἀξιωματικῶν. Τὴν ἡμέραν καθ᾽ ἣν ἐγένετο ἡ ναυμαχία ὁ ἀρχηγὸς εὑρίσκετο εἰς τὴν Σκιάθον μετέβην μετ᾽ ἄλλου ἀξιωματικοῦ εἰς τὸ δωμάτιον τοῦ καὶ εὕρομεν αὐτὸν ἐν τῇ ἐκκλησίᾳ ἐνῶ τὸ ἐπιτελεῖον εἶχε κυρίως ψυχικὴ ταραχὴ πρὸς τὸ τὴν ὁποίαν εἶχε πρὸς τὸ ἀπανεκτήμενον κίνημα.: [841, 2155, 1051, 2327]
- col4-paragraph: Β. ΕΠΙΤΡΟΠΟΣ. Ἦσθε ὑποχρεωμένος νὰ τὸ πῆτε εἰς τὸν ἀρχηγόν;: [841, 1111, 1051, 1154]
- masthead-rule-left: [175, 124, 754, 126]
- col5-paragraph: — Πρὸ ἑνὸς μηνὸς ἀπέθανεν ὁ ἀδελφός μου καὶ δὲν ἔκλαψα. Τώρα ὅμως κλαίω.: [1070, 190, 1281, 231]
- column-3-part-a: [613, 146, 823, 366]
- col2-paragraph: ΜΑΡΤΥΣ. Ὄχι «Ὑπουργὸς Λεβίδης». Οὐδέποτε ὑπογραφὴν ἦτο ὁμοιολικὴ.: [384, 2177, 594, 2205]
- col4-paragraph: Διακόπτεται πάλιν ἡ συνεδρίασις ἐπὶ ἓν τέταρτον.: [841, 1302, 1051, 1331]
- col3c-paragraph: Β. ΕΠΙΤΡΟΠΟΣ. Δὲν εἶνε καραγκιο-: [622, 2332, 821, 2346]
- col5c-paragraph: ΒΛΑΧΟΠΟΥΛΟΣ. Παρακαλῶ, κύριε πρόεδρε, νὰ κληθοῦν εἰς ἀντιπαράστασιν οἱ μάρτυρες Ματθιόπουλος, Παπαζαφειρόπουλος, Κρίτσας καὶ ὁ ἀρχηγὸς. (Προσέρχονται οἱ μάρτυρες). Εἴδατε, σεῖς κύριε Ματθιόπουλε, τὸν ἀρχηγὸν νὰ κάμῃ καμμίαν τῆς σωματικῆς ἐκείνης κινήσεως;: [1070, 2018, 1281, 2147]
- col1b-paragraph: ΝΑΥΤΟΔΙΚΗΣ. Τί ἐννοεῖ ἡ λέξις συνεργοὺς;: [156, 1865, 366, 1894]
- col5-paragraph: ΜΑΡΤΥΣ. Δὲν τὸ ἐκάνατε ἐκ τῆς φυσιογνωμίας. Τὸν εἶδα ποῦ ἐτραβοῦσε τὰ μαλλιά του! (Γέλωτες).: [1070, 365, 1281, 408]
- col5-paragraph: ΠΟΤΑΜΙΑΝΟΣ. Γνωρίζετε ἂν συνεκροτήθησαν συμβούλια, προκλήθεντα ἀπὸ τοῦ ἀρχηγοῦ καὶ συγκροτηθέντα ἀπὸ τῶν ἀνωτέρων ἀξιωματικῶν τὴν 11 Ἀπριλίου;: [1070, 525, 1281, 596]
- col5c-paragraph: Μὲ διέταξε δὲ νὰ ἐξακολουθήσῃ ἡ πλῆσις καὶ ἡ ἄπλωσις τῶν ἱματίων!: [1070, 1680, 1281, 1707]
- section-heading-papazafeiropoulos: Κατάθεσις τοῦ σημαιοφόρου κ. Παπαζαφειροπούλου. — Ἀνέκδοτα περὶ Σαχτούρη. — Ἐν μυστηριώδες τηλεγράφημα πρὸς τὸν πρίγκιπα Γεώργιον.: [844, 1332, 1048, 1441]
- masthead-rule-right: [919, 124, 1498, 126]
- col2-paragraph: ΠΟΤΑΜΙΑΝΟΣ. Οὔτε δύνασθε νὰ ἐνθυμηθῆτε;: [384, 1794, 594, 1823]
- col1-paragraph: ΑΠΟΣΤΟΛΗΣ. Φρονῶ ὅτι οὔτε ὁ ὑπουργὸς εἶχεν ἐνεργήσει οὔτε ὁ μοίραρχος.: [156, 1008, 366, 1049]
- col5b-paragraph: ΜΑΡΤΥΣ. Πρὸς τὸν πρίγκιπα Γεώργιον. (Θόρυβος εἰς τὸ ἀκροατήριον). Αὐτὰ δὲν ἦσαν ἀλλὰ αὐτὰ ἐξ αὐτῶν ἐκ τῆς Βιέννης ταχὺ ἀπὸ Ἀυστριακῆς καὶ ἀλλὰ ἀπό πρὸς ταῦτα ἐξέδοθε πρὸς τὸν πρίγκιπα.: [1070, 1229, 1281, 1315]
- col4-paragraph: ΓΟΥΔΑΣ. Ἐγένετο ἀνάγνωσις τῶν Μαρτιάκων τηλεγραφημάτων περὶ τοῦ ἀπόπλου;: [841, 659, 1051, 702]
- col2-paragraph: ΜΑΡΤΥΣ. Δὲν ἔλαβε κανμίαν.: [394, 1161, 558, 1175]
- col3c-paragraph: Προσκαλεῖται ὁ μάρτυς σημαιοφόρος κ. ΔΟΣΙΟΥ, μετεκκαλούμενος εἰς τὸ ἐπιτελεῖον τοῦ κ. Σαχτούρη.: [613, 1087, 823, 1144]
- col2-paragraph: ΠΟΤΑΜΙΑΝΟΣ. Κατὰ τὴν ἐποχὴν ἐκείνην ἐπετρέπετο ἡ κρυπτογραφικὴ τηλεγραφικὴ συγκοινωνία εἰς ἰδιώτας;: [384, 1297, 594, 1353]
- col1-paragraph: ΑΠΟΣΤΟΛΗΣ. Κύριε συνήγορε, ἐγὼ φρονῶ ὅτι τὸ τηλεγράφημα τὸ ὁποῖον τοῦ ἀρχηγοῦ ἐστάλη κατὰ τὴν ἔξοδον τοῦ Τουρκικοῦ στόλου, εἶχεν ἐπίδρασιν ἐπὶ τὸν ἀρχηγόν. Διότι ἐνῷ ἐνθουσιασμὸς διεδίδετο εἰς τὴν Μοίραν τὴν διαταγὴν τῆς ἀποπλεύσεως, μετ᾽ ὀλίγον τὴν διεδέχθη τηλεγράφημα ἀγγέλλον ὅτι ἐξῆλθεν ὁ ἐχθρικὸς στόλος τῶν Δαρδανελλίων.: [156, 716, 366, 873]
- col5b-paragraph: ΓΟΥΔΑΣ. Ἀλλὰ πρὸς ποῖον;: [1079, 1215, 1231, 1228]
- col2-paragraph: ΜΑΡΤΥΣ. Ἐὰν βεβαίως ἐστέλλοντο...: [384, 1558, 594, 1586]
- col3c-paragraph: ΠΡΟΕΔΡΟΣ. Θὰ διακόψω διὰ νὰ παύσουν τὰ καραγκιόζιλικα.: [613, 2303, 823, 2331]
- col2-paragraph: ΜΑΡΤΥΣ. Εἰς κανένα. Καὶ πρὸς αὐτὸ τὸ ὑπουργεῖον. Τὰ δὲ ἀπεσταλμένα ποτὲ τοῦ ἦσαν συμβολικὰ, καὶ ἀπεστάλη καὶ ἀριθμὸς ὁμοίου καὶ δηλαδὴ ἡ ἐννοια τοῦ τηλεγραφήματος ἦτο συμβολική.: [384, 604, 594, 690]
- col2-paragraph: ΜΑΡΤΥΣ. Ἐπειδὴ πάντοτε ἦσαν συσσωρευμένα τὰ κρυπτογραφικὰ καὶ ἔπρεπε νὰ περιμένω νὰ συμπληρωθοῦν τὰ τηλεγραφήματα καὶ νὰ τὰ στείλω, ἀλλὰ εἶχον παρακαλέσει τὸν ἀρχηγὸν νὰ μὴ ἀργεῖ καὶ τότε μοῦ τὰ ἐστέλλον ἀδιάκοπα μόνον τὰ στόλου.: [384, 1971, 594, 2086]
- col2-paragraph: ΜΑΡΤΥΣ. Μάλιστα.: [394, 780, 504, 794]
- col1-paragraph: ΜΑΡΤΥΣ. Ὄχι.: [165, 204, 246, 218]
- col4-paragraph: Β. ΕΠΙΤΡΟΠΟΣ. Ἐξῆλθεν ἐκ τῆς αἰθούσης;: [841, 248, 1051, 276]
- col4-paragraph: Β. ΕΠΙΤΡΟΠΟΣ. Κύριε Πρόεδρε, εἶμαι μάχιμος ἀξιωματικός. Καὶ ἔρχεται ὁ μάρτυς, μάχιμος ἀξιωματικὸς καὶ μοῦ ὁμιλεῖ περὶ Πορίστου, ἐνὸς γραφῆς, ὁ ὁποῖος δὲν εἶχεν ἄλλην δουλειὰ παρὰ νὰ εἶνε ἐπὶ τὸ ἐπιτελικὸν γραφεῖον ἀλλὰ καὶ τῶν κύριε πρόεδρε, γνωρίζετε ἂν ὑπῆρχε σχέδιον ἐνεργείας;: [841, 337, 1051, 466]
- section-heading-kritsas: Κατάθεσις τοῦ σημαιοφόρου κ. Κρίτσα. — Ἡ μεγάλη ἀνδρεία τοῦ κ. Σαχτούρη! — Τραγικοκωμικὰ ἀνέκδοτα. — Ὁ Σαχτούρης τραβῶν τὰ μαλλιά του.: [1070, 1482, 1281, 1576]
- col4-paragraph: ΓΟΥΔΑΣ. Γνωρίζετε ἂν ἦτο τὰ ἀγγελία τοῦ ἀπόπλου ἐκ Δαρδανελλίων τοῦ Τουρκικοῦ στόλου, ἐγένετο ἀνάγνωσις εἰς τὸ πλοῖον;: [841, 557, 1051, 628]
- col3c-paragraph: ΠΡΟΕΔΡΟΣ. Δὲν ἐξῆλθε. Οὔτε ἀξίζει ὁ κύριος, οὔτε εἶχον, οὔτε μεθοδικὴν. Ἡ δίκη διακόπτεται ἐπ᾽ ἀόριστον.: [613, 2215, 823, 2271]
- col2-paragraph: ΜΑΡΤΥΣ. Συμβολικὰ τηλεγραφήματα μόνον.: [384, 530, 594, 558]
- col3b-paragraph: ΠΡΟΕΔΡΟΣ. Διατί δὲν ἐκτελεῖται τὸ πρόγραμμα;: [613, 604, 823, 632]
- col1b-paragraph: ΜΑΡΤΥΣ. Ὁ κ. Κόκκορης γνωρίζει. Κατόπιν ἦλθεν ὁ ὑπουργὸς εἰς τὸ τηλεγραφεῖον Ἀθηνῶν καὶ συνεννοήθη μετὰ τοῦ Κόκκορη. Τὴν ἡμέραν ὁ ὑπουργός, ἀφοῦ ἔλαβε γνῶσιν τῆς διαταγῆς, τὰς ὁποίας ἔλαβεν. Τὸ δὲ Κόκκορης παρεκάλεσε τὸν ὑπουργὸν νὰ γνωσθῇ τὸ τηλεγράφημα του, διὰ νὰ μὴ διαταραχθῇ ἡ πειθαρχία τοῦ στόλου.: [156, 1896, 366, 2039]
- masthead-title: ΣΚΡΙΠ: [773, 110, 900, 138]
- col1b-paragraph: ΔΑΜΙΑΝΟΣ. (Ναυτοδίκης). Ἀξιωματικῶν;: [156, 2100, 366, 2128]
- col2-paragraph: ΠΟΤΑΜΙΑΝΟΣ. Εἴθε κύριος. Ὅταν ἐφθάσατε εἰς τὰ τηλεγραφήματα, τὰ ἐστέλλατε ἀμέσως;: [384, 1928, 594, 1971]
- col5b-paragraph: ΧΑΛΚΙΟΠΟΥΛΟΣ. (Συνήγορος). Δανεικὰ τηλεγραφήματα διεβιβάσατε;: [1070, 1376, 1281, 1404]
- col4b-paragraph: Ἀλλὰ ἐπεισόδιον τὸ ὁποῖον δικαιοῖ τὴν ἔλλειψιν τῆς ἐμπιστοσύνης πρὸς τὸν ἀρχηγὸν εἶνε τὸ ἑξῆς:: [841, 1689, 1051, 1731]
- col4-paragraph: ΓΟΥΔΑΣ. Αἱ διαταγαὶ τοῦ ὑπουργείου ἐξετελέσθησαν;: [841, 512, 1051, 540]
- col2-paragraph: ΠΟΤΑΜΙΑΝΟΣ. Δὲν ἐνθυμεῖσθε;: [394, 1779, 574, 1793]
- col1-paragraph: ΓΟΥΔΑΣ. Ἀφοῦ ἐπηγαίνατε πρὸς συνάντησιν τοῦ ἐχθρικοῦ στόλου, δὲν σᾶς εἴχομεν ὁ ἀρχηγὸς καμμίαν σχεδίου ἐνεργείας;: [156, 1111, 366, 1167]
- col4-paragraph: ΜΑΡΤΥΣ. Ὄχι, ἀλλὰ τοῦτο ὑπὸ ἐννοίας καλλίστης.: [841, 1154, 1051, 1183]
- col1b-paragraph: ΜΑΡΤΥΣ. Δὲν ἐνθυμοῦμαι.: [165, 2175, 313, 2188]
- col1-paragraph: ΠΟΤΑΜΙΑΝΟΣ. Τί ἐννοεῖτε;: [165, 992, 322, 1006]
- column-1-part-b: [156, 1602, 366, 2279]
- col2-paragraph: ΜΑΡΤΥΣ. Πάντοτε.: [394, 2117, 501, 2131]
- col1-paragraph: ΑΠΟΣΤΟΛΗΣ. Ἦσαν πολλοὶ καὶ εἰς τὴν Ἀγγλίαν. Μάλιστα ἐκ τῶν «Σπετσῶν» ὑπέρ τῶν 5 ἢ 6 ἀποστελλόμενοι εἰς τὸν Ναύπακτον, κατόπιν καταγγελίας τοῦ ἀρχηγοῦ τῶν αὐτῶν ἐπὶ στασιαστικῷ κινήματι.: [156, 541, 366, 641]
- column-2-part-b: [384, 2321, 594, 2379]
- col1-paragraph: ΑΠΟΣΤΟΛΗΣ. Ὑποθέτω.: [165, 1095, 301, 1109]
- col2-paragraph: ΠΟΤΑΜΙΑΝΟΣ. Τηλεγραφήματα ὅτι δὲν ἐλάμβανεν ἐλάμβανεν, ἀπὸ τὸ σπίτι τοῦ λόγου χάριν ἢ κανένα ἄλλο τηλεγράφημα παρὰ μόνον ἀπὸ τὸ τηλεγραφεῖον.: [384, 1177, 594, 1248]
- col1b-paragraph: ΠΡΟΕΔΡΟΣ. Ὑπῆρχεν ἄλλο τηλεγράφημα πρὸς τὸν Ὑπουργόν;: [156, 2041, 366, 2068]
- col3c-paragraph: ΓΟΥΔΑΣ. Σαχτούρη, περὶ τὸ σχέδιον τοῦ Ἀνδρονίκου κάποτε ἐξέφυγε;: [613, 1451, 823, 1493]
- col2-paragraph: ΜΑΡΤΥΣ. Αὐτὸ τὸ ἐνθυμοῦμαι μάλιστα.: [384, 190, 594, 218]
- col1-paragraph: ΓΟΥΔΑΣ. Ὁ ὁλικὸς ἀριθμὸς τῶν ὑπηρετούντων τότε εἰς τὸ ναυτικὸν ἐθελοντῶν ἦτο 31. Οἱ πλεῖστοι δὲ ἐξ αὐτῶν ὑπηρέτουν εἰς τὸ πλοῖον Μοίραν.: [156, 468, 366, 539]
- col2-paragraph: ΠΟΤΑΜΙΑΝΟΣ. Εἰς τὸν πρωθυπουργὸν ἴσως;: [384, 322, 594, 350]
- col5b-paragraph: ΜΑΡΤΥΣ. Ὄχι δὲν γνωρίζω.: [1079, 1451, 1233, 1465]
- section-heading-foreign-telegrams: Δανεικὰ τηλεγραφήματα πρὸς τὸν πρίγκιπα Γεώργιον. — Καὶ διαφόρων ἄλλων γλωσσῶν. — Νέα κατάθεσις τηλεγραφητοῦ.: [1076, 975, 1275, 1052]
- col2-paragraph: ΜΑΡΤΥΣ. Μάλιστα δὲν δύναμαι.: [394, 1824, 576, 1837]
- col1b-paragraph: ΜΑΡΤΥΣ. Δὲν ἐνθυμοῦμαι.: [165, 2129, 313, 2143]
- col2-paragraph: ΠΟΤΑΜΙΑΝΟΣ. Τὰ τηλεγραφήματα αὐτὰ τὰ ὁποῖα ἀπηύθυνε ἦσαν ἀνοικτὰ;: [384, 486, 594, 528]
- col4b-paragraph: Ὁ αὐτὸς μάρτυς εἶχε κατόπιν τὰ γνωστὰ καὶ ὑπὸ τῶν ἄλλων μαρτύρων περὶ τῆς καταστάσεως τῆς μοίρας, προσθέτει δὲ καὶ τὰ ἑξῆς ἐξόχως ἀνέκδοτον: Ὅτι τὴν νύκτα τῆς 10ης Ἀπριλίου ὁ ἀρχηγὸς φοβούμενος ἐπίθεσιν τορπιλλοβόλων τῶν Τούρκων ἔδωσε διαταγὴν εἰς μοναχικὴν τὸν ἔχων καὶ ἐνεχείριαν. Ἄλλο. Μετὰ τὸν βομβαρδισμὸν τῶν τορπιλλοβόλων ὁ ἀρχηγὸς εἶπε τὸ ἐξ τῆς ἑβδομάδος εἶπε ἐὰν βυθισθῇ τὸ ὑποβρύχιον τοῦ ἀρχηγοῦ καὶ εἶπε: «Ἔλα ἐδῶ νὰ σὲ καταστρέψομεν ὅτι πρέπει νὰ καταστρέψομεν καὶ εἰς τὸ ναύσταθμον τοῦ Τουρκικοῦ».: [841, 1879, 1051, 2109]
